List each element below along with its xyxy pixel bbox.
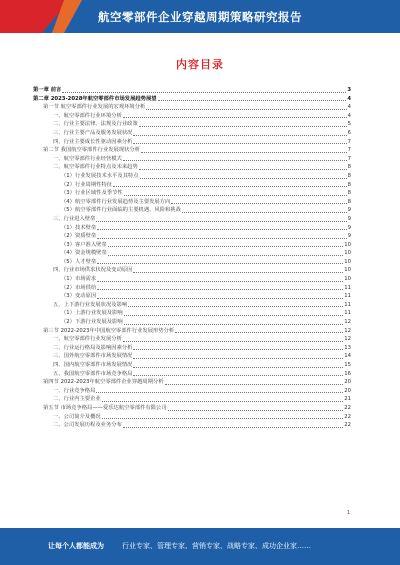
toc-leader-dots (133, 367, 343, 368)
toc-entry-page: 11 (344, 301, 351, 308)
toc-entry-label: 一、航空零部件行业经营模式 (53, 155, 122, 162)
toc-entry-label: 一、行业竞争格局 (53, 387, 96, 394)
toc-entry[interactable] (33, 404, 351, 413)
toc-entry[interactable] (33, 421, 351, 430)
toc-entry-label: 四、行业主要成长性驱动因素分析 (53, 138, 133, 145)
toc-entry[interactable] (33, 86, 351, 95)
toc-entry-page: 7 (347, 138, 351, 145)
toc-entry-page: 22 (344, 413, 351, 420)
toc-entry-label: （1）行业发展技术水平及其特点 (61, 172, 139, 179)
toc-entry-label: 第四节 2022-2023年航空零部件企业穿越周期分析 (43, 379, 164, 386)
toc-entry-label: 五、上下游行业发展状况及影响 (53, 301, 128, 308)
toc-leader-dots (171, 203, 346, 204)
toc-leader-dots (123, 341, 343, 342)
toc-entry-label: 三、行业进入壁垒 (53, 215, 96, 222)
toc-entry-page: 4 (347, 112, 351, 119)
toc-entry-page: 13 (344, 344, 351, 351)
toc-entry[interactable] (33, 370, 351, 379)
toc-entry[interactable] (33, 284, 351, 293)
toc-entry-page: 8 (347, 172, 351, 179)
toc-entry[interactable] (33, 249, 351, 258)
toc-entry-label: （5）人才壁垒 (61, 258, 97, 265)
toc-entry[interactable] (33, 215, 351, 224)
page-number: 1 (346, 510, 350, 516)
toc-entry-page: 12 (344, 336, 351, 343)
toc-leader-dots (133, 272, 343, 273)
toc-entry[interactable] (33, 120, 351, 129)
toc-leader-dots (133, 358, 343, 359)
toc-entry-page: 3 (347, 87, 351, 93)
toc-leader-dots (102, 401, 344, 402)
toc-leader-dots (124, 315, 344, 316)
toc-leader-dots (108, 246, 344, 247)
toc-entry[interactable] (33, 318, 351, 327)
toc-entry[interactable] (33, 206, 351, 215)
toc-leader-dots (97, 263, 343, 264)
toc-entry-label: 五、我国航空零部件市场竞争格局 (53, 370, 133, 377)
toc-entry[interactable] (33, 344, 351, 353)
toc-entry-label: 四、国内航空零部件市场发展情况 (53, 362, 133, 368)
toc-entry[interactable] (33, 181, 351, 190)
toc-leader-dots (140, 178, 347, 179)
toc-leader-dots (146, 109, 346, 110)
toc-entry[interactable] (33, 327, 351, 336)
toc-leader-dots (141, 152, 347, 153)
toc-entry-page: 5 (347, 121, 351, 128)
toc-entry-label: 四、行业市场供求状况及变动原因 (53, 267, 133, 274)
toc-entry-page: 16 (344, 370, 351, 377)
toc-leader-dots (96, 392, 343, 393)
toc-leader-dots (133, 349, 343, 350)
toc-leader-dots (97, 281, 343, 282)
toc-leader-dots (96, 221, 346, 222)
toc-leader-dots (182, 212, 347, 213)
toc-entry[interactable] (33, 163, 351, 172)
toc-leader-dots (133, 135, 346, 136)
toc-entry-page: 10 (344, 250, 351, 257)
toc-entry-label: （1）市场需求 (61, 276, 97, 283)
toc-entry-page: 8 (347, 164, 351, 171)
toc-entry-label: 二、公司发展历程及业务分布 (53, 422, 122, 429)
toc-entry-label: （2）资质壁垒 (61, 233, 97, 240)
toc-entry-page: 9 (347, 224, 351, 231)
toc-entry[interactable] (33, 103, 351, 112)
toc-entry-page: 10 (344, 267, 351, 274)
toc-entry[interactable] (33, 146, 351, 155)
toc-entry-label: 第一节 航空零部件行业发展的宏观环境分析 (43, 104, 146, 111)
toc-entry-label: 二、行业内主要企业 (53, 396, 101, 403)
toc-entry-page: 15 (344, 362, 351, 368)
toc-entry[interactable] (33, 395, 351, 404)
toc-entry-page: 10 (344, 241, 351, 248)
toc-entry[interactable] (33, 266, 351, 275)
toc-leader-dots (124, 195, 347, 196)
toc-entry-label: 第三节 2022-2023年中国航空零部件行业发展形势分析 (43, 327, 175, 334)
toc-leader-dots (97, 289, 343, 290)
toc-entry-label: 一、航空零部件行业发展分析 (53, 336, 122, 343)
toc-entry-label: 二、航空零部件行业特点及未来趋势 (53, 164, 138, 171)
toc-entry[interactable] (33, 224, 351, 233)
toc-entry[interactable] (33, 387, 351, 396)
toc-leader-dots (139, 126, 347, 127)
toc-entry-page: 8 (347, 198, 351, 205)
toc-leader-dots (168, 410, 344, 411)
toc-entry-label: （4）资金规模壁垒 (61, 250, 107, 257)
toc-entry-label: 第五节 市场竞争格局——爱乐达航空零部件有限公司 (43, 404, 167, 411)
toc-entry[interactable] (33, 258, 351, 267)
toc-entry-page: 11 (344, 284, 351, 291)
toc-entry-page: 12 (344, 319, 351, 326)
toc-entry[interactable] (33, 352, 351, 361)
toc-entry-label: 一、公司简介及概况 (53, 413, 101, 420)
toc-entry[interactable] (33, 292, 351, 301)
footer-banner (0, 528, 400, 565)
toc-leader-dots (139, 169, 347, 170)
toc-entry[interactable] (33, 275, 351, 284)
toc-entry-label: （3）行业区域性及季节性 (61, 190, 123, 197)
toc-entry-label: 二、行业运行格局及影响因素分析 (53, 344, 133, 351)
toc-entry-label: （3）变动原因 (61, 293, 97, 300)
toc-entry-page: 4 (347, 104, 351, 111)
toc-leader-dots (97, 229, 346, 230)
toc-entry-label: 三、行业主要产品及服务发展状况 (53, 129, 133, 136)
toc-entry-page: 11 (344, 310, 351, 317)
toc-entry-page: 8 (347, 181, 351, 188)
toc-entry-page: 6 (347, 129, 351, 136)
toc-entry[interactable] (33, 309, 351, 318)
toc-entry[interactable] (33, 335, 351, 344)
toc-entry-label: 三、国外航空零部件市场发展情况 (53, 353, 133, 360)
toc-entry[interactable] (33, 138, 351, 147)
footer-slogan-main: 让每个人都能成为 (48, 542, 104, 550)
toc-entry[interactable] (33, 241, 351, 250)
toc-entry-label: （4）航空零部件行业发展趋势及主要发展方向 (61, 198, 171, 205)
toc-entry-page: 20 (344, 379, 351, 386)
toc-entry-label: （2）市场供给 (61, 284, 97, 291)
toc-entry[interactable] (33, 189, 351, 198)
toc-entry-page: 12 (344, 327, 351, 334)
toc-leader-dots (113, 186, 347, 187)
toc-entry-label: （3）客户准入壁垒 (61, 241, 107, 248)
toc-entry[interactable] (33, 301, 351, 310)
toc-entry[interactable] (33, 198, 351, 207)
toc-leader-dots (97, 238, 346, 239)
toc-entry[interactable] (33, 95, 351, 104)
toc-leader-dots (123, 160, 347, 161)
report-title: 航空零部件企业穿越周期策略研究报告 (98, 10, 302, 24)
toc-entry-page: 4 (347, 95, 351, 102)
toc-entry[interactable] (33, 378, 351, 387)
toc-entry-label: 第二章 2023-2028年航空零部件市场发展趋势展望 (33, 95, 157, 102)
toc-leader-dots (124, 324, 344, 325)
toc-leader-dots (123, 427, 343, 428)
toc-entry[interactable] (33, 129, 351, 138)
toc-leader-dots (133, 143, 346, 144)
footer-slogan-sub: 行业专家、管理专家、营销专家、战略专家、成功企业家…… (122, 542, 311, 550)
toc-entry[interactable] (33, 155, 351, 164)
toc-entry[interactable] (33, 232, 351, 241)
table-of-contents (33, 86, 351, 430)
toc-entry-page: 22 (344, 422, 351, 429)
toc-entry-label: （1）技术壁垒 (61, 224, 97, 231)
toc-entry[interactable] (33, 172, 351, 181)
toc-entry-page: 10 (344, 276, 351, 283)
toc-leader-dots (175, 332, 343, 333)
toc-entry-label: （2）下游行业发展及影响 (61, 319, 123, 326)
toc-entry-page: 9 (347, 207, 351, 214)
header-banner (0, 0, 400, 33)
toc-entry-page: 20 (344, 387, 351, 394)
toc-leader-dots (102, 418, 344, 419)
toc-entry-label: （1）上游行业发展及影响 (61, 310, 123, 317)
toc-entry-label: （2）行业周期性特征 (61, 181, 113, 188)
toc-entry-page: 21 (344, 396, 351, 403)
toc-entry-page: 22 (344, 404, 351, 411)
toc-leader-dots (108, 255, 344, 256)
toc-leader-dots (62, 92, 346, 93)
toc-entry[interactable] (33, 112, 351, 121)
toc-leader-dots (123, 117, 347, 118)
toc-leader-dots (165, 384, 344, 385)
toc-entry-page: 9 (347, 233, 351, 240)
toc-leader-dots (133, 375, 343, 376)
toc-entry-page: 9 (347, 215, 351, 222)
toc-entry-page: 10 (344, 258, 351, 265)
toc-entry-label: 二、行业主要法律、法规及行业政策 (53, 121, 138, 128)
toc-leader-dots (97, 298, 343, 299)
toc-entry-label: 第一章 前言 (33, 87, 62, 93)
toc-leader-dots (128, 306, 343, 307)
toc-entry-page: 14 (344, 353, 351, 360)
toc-leader-dots (158, 100, 347, 101)
toc-entry[interactable] (33, 361, 351, 370)
toc-entry-page: 11 (344, 293, 351, 300)
toc-entry[interactable] (33, 413, 351, 422)
toc-entry-label: 一、航空零部件行业环境分析 (53, 112, 122, 119)
toc-entry-page: 8 (347, 190, 351, 197)
toc-entry-page: 7 (347, 147, 351, 154)
toc-heading: 内容目录 (176, 58, 224, 71)
toc-entry-label: 第二节 我国航空零部件行业发展现状分析 (43, 147, 141, 154)
toc-entry-label: （5）航空零部件行业面临的主要机遇、风险和挑战 (61, 207, 181, 214)
toc-entry-page: 7 (347, 155, 351, 162)
